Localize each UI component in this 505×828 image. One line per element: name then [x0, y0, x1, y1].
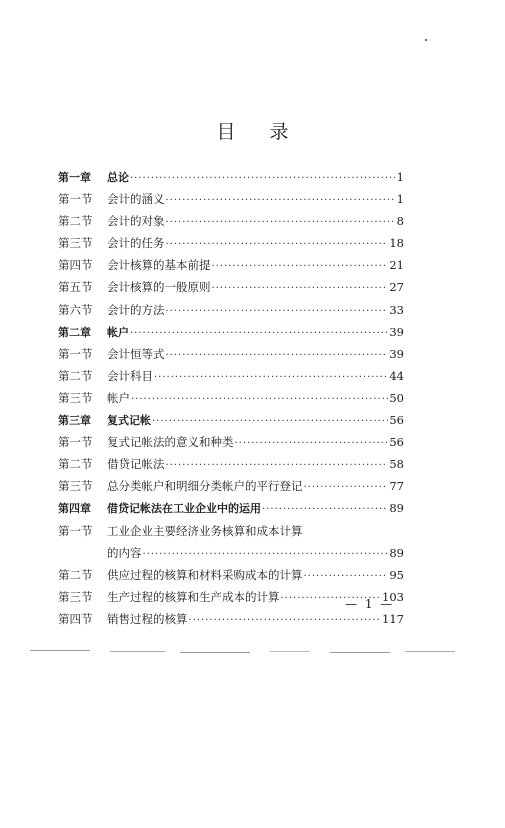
toc-number: 第四节 — [58, 611, 93, 626]
toc-row — [58, 453, 404, 475]
toc-title: 的内容 — [107, 545, 142, 560]
toc-title: 会计核算的一般原则 — [107, 280, 211, 295]
toc-page-number: 1 — [396, 170, 404, 184]
toc-number: 第二节 — [58, 368, 93, 383]
toc-page-number: 103 — [382, 589, 404, 604]
toc-page-number: 58 — [389, 457, 404, 472]
scan-line — [270, 651, 310, 652]
toc-title: 工业企业主要经济业务核算和成本计算 — [107, 523, 303, 538]
toc-title: 会计的任务 — [107, 236, 165, 251]
toc-title: 供应过程的核算和材料采购成本的计算 — [107, 567, 303, 582]
toc-row — [58, 210, 404, 232]
toc-title: 借贷记帐法 — [107, 457, 165, 472]
toc-number: 第一节 — [58, 523, 93, 538]
page-number: — 1 — — [345, 597, 395, 611]
toc-leader-dots — [304, 477, 389, 499]
toc-title: 帐户 — [107, 325, 129, 339]
toc-page-number: 44 — [389, 368, 404, 383]
toc-title: 生产过程的核算和生产成本的计算 — [107, 589, 280, 604]
toc-title: 总论 — [107, 171, 129, 184]
toc-page-number: 89 — [389, 501, 404, 516]
toc-row — [58, 608, 404, 630]
scan-line — [405, 651, 455, 652]
toc-title: 会计的涵义 — [107, 192, 165, 207]
toc-number: 第三节 — [58, 236, 93, 251]
toc-title: 总分类帐户和明细分类帐户的平行登记 — [107, 479, 303, 494]
toc-leader-dots — [235, 433, 389, 455]
toc-row — [58, 542, 404, 564]
toc-leader-dots — [189, 610, 382, 632]
toc-leader-dots — [130, 323, 388, 345]
toc-page-number: 1 — [396, 192, 404, 207]
toc-page-number: 39 — [389, 346, 404, 361]
toc-row — [58, 188, 404, 210]
toc-number: 第五节 — [58, 280, 93, 295]
toc-page-number: 50 — [389, 390, 404, 405]
toc-number: 第三节 — [58, 589, 93, 604]
scan-line — [30, 650, 90, 651]
toc-number: 第四节 — [58, 258, 93, 273]
scan-line — [180, 652, 250, 653]
toc-number: 第四章 — [58, 502, 91, 516]
toc-row — [58, 166, 404, 188]
toc-row — [58, 254, 404, 276]
toc-leader-dots — [262, 499, 388, 521]
toc-leader-dots — [212, 256, 389, 278]
toc-page-number: 21 — [389, 258, 404, 273]
toc-title: 复式记帐法的意义和种类 — [107, 435, 234, 450]
toc-row — [58, 431, 404, 453]
toc-number: 第二节 — [58, 457, 93, 472]
toc-row — [58, 564, 404, 586]
toc-row — [58, 475, 404, 497]
toc-page-number: 56 — [389, 413, 404, 428]
toc-leader-dots — [304, 566, 389, 588]
toc-page-number: 33 — [389, 302, 404, 317]
toc-row — [58, 365, 404, 387]
toc-number: 第三节 — [58, 479, 93, 494]
table-of-contents — [58, 166, 404, 630]
toc-title: 会计的方法 — [107, 302, 165, 317]
toc-number: 第一节 — [58, 435, 93, 450]
toc-title: 会计恒等式 — [107, 346, 165, 361]
toc-leader-dots — [166, 345, 389, 367]
toc-title: 复式记帐 — [107, 414, 151, 428]
toc-leader-dots — [154, 367, 388, 389]
toc-number: 第一节 — [58, 346, 93, 361]
toc-row — [58, 387, 404, 409]
toc-row — [58, 497, 404, 519]
toc-leader-dots — [166, 190, 396, 212]
toc-page-number: 117 — [382, 611, 404, 626]
toc-row — [58, 299, 404, 321]
toc-title: 帐户 — [107, 390, 130, 405]
toc-row — [58, 276, 404, 298]
toc-leader-dots — [131, 389, 388, 411]
toc-page-number: 56 — [389, 435, 404, 450]
toc-number: 第一节 — [58, 192, 93, 207]
toc-leader-dots — [130, 168, 395, 190]
toc-page-number: 18 — [389, 236, 404, 251]
toc-title: 借贷记帐法在工业企业中的运用 — [107, 502, 261, 516]
toc-row — [58, 232, 404, 254]
toc-number: 第二节 — [58, 567, 93, 582]
toc-number: 第二章 — [58, 325, 91, 339]
page-title: 目 录 — [216, 121, 303, 143]
toc-leader-dots — [166, 301, 389, 323]
toc-row — [58, 409, 404, 431]
toc-number: 第二节 — [58, 214, 93, 229]
toc-page-number: 39 — [389, 324, 404, 339]
toc-row — [58, 321, 404, 343]
toc-leader-dots — [212, 278, 389, 300]
toc-page-number: 77 — [389, 479, 404, 494]
toc-page-number: 95 — [389, 567, 404, 582]
toc-title: 会计的对象 — [107, 214, 165, 229]
toc-row — [58, 343, 404, 365]
toc-title: 会计核算的基本前提 — [107, 258, 211, 273]
toc-number: 第三章 — [58, 414, 91, 428]
toc-leader-dots — [166, 455, 389, 477]
scan-line — [330, 652, 390, 653]
toc-page-number: 27 — [389, 280, 404, 295]
toc-title: 会计科目 — [107, 368, 153, 383]
toc-leader-dots — [152, 411, 388, 433]
toc-row — [58, 520, 404, 542]
toc-number: 第六节 — [58, 302, 93, 317]
toc-leader-dots — [166, 212, 396, 234]
scan-line — [110, 651, 165, 652]
toc-leader-dots — [166, 234, 389, 256]
toc-leader-dots — [143, 544, 389, 566]
toc-number: 第三节 — [58, 390, 93, 405]
toc-page-number: 89 — [389, 545, 404, 560]
toc-page-number: 8 — [396, 214, 404, 229]
toc-title: 销售过程的核算 — [107, 611, 188, 626]
scan-speck — [425, 39, 427, 41]
toc-number: 第一章 — [58, 171, 91, 184]
